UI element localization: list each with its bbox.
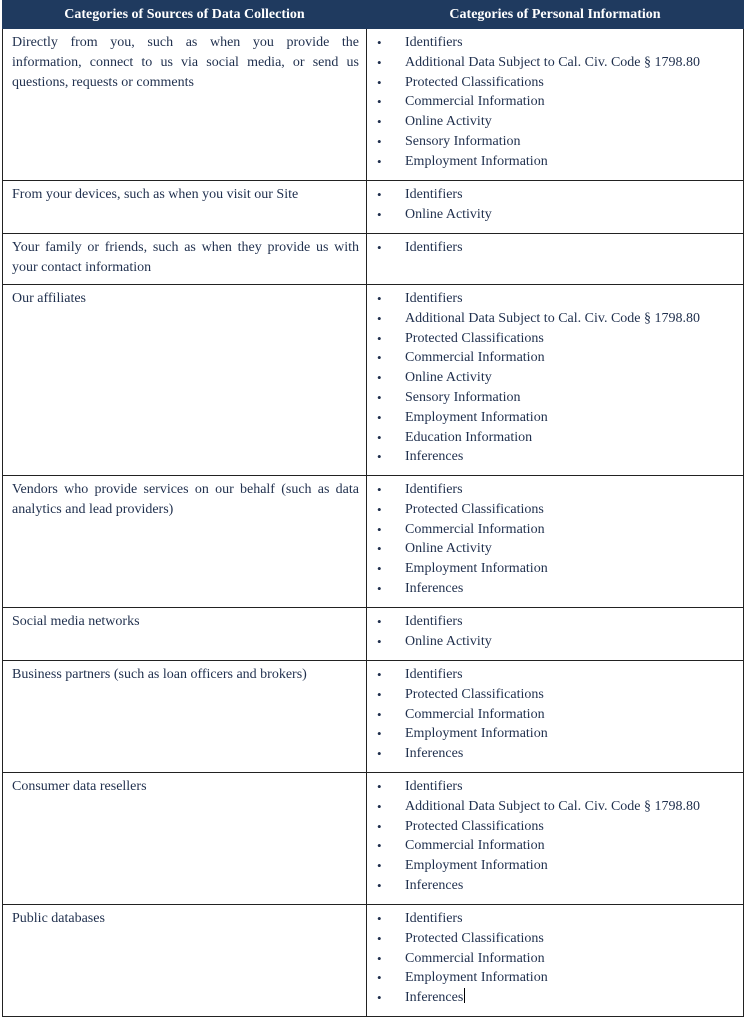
categories-cell	[367, 661, 744, 773]
category-item	[367, 559, 739, 579]
category-label: Inferences	[405, 877, 464, 893]
category-item	[367, 329, 739, 349]
category-item	[367, 500, 739, 520]
category-label: Identifiers	[405, 240, 463, 255]
category-list	[367, 665, 739, 764]
category-item	[367, 348, 739, 368]
category-item	[367, 632, 739, 652]
category-item	[367, 388, 739, 408]
source-cell: Your family or friends, such as when they provide us with your contact information	[3, 234, 367, 285]
category-item	[367, 368, 739, 388]
category-item	[367, 539, 739, 559]
categories-cell	[367, 234, 744, 285]
category-label: Employment Information	[405, 858, 548, 874]
table-row	[3, 608, 744, 661]
category-label: Commercial Information	[405, 350, 545, 366]
category-label: Identifiers	[405, 911, 463, 926]
category-list	[367, 238, 739, 258]
category-item	[367, 53, 739, 73]
category-label: Employment Information	[405, 726, 548, 742]
category-label: Commercial Information	[405, 838, 545, 854]
category-item	[367, 205, 739, 225]
table-row	[3, 661, 744, 773]
category-label: Commercial Information	[405, 521, 545, 537]
category-label: Protected Classifications	[405, 501, 544, 517]
category-item	[367, 112, 739, 132]
table-row	[3, 285, 744, 476]
category-item	[367, 856, 739, 876]
category-list	[367, 909, 739, 1008]
category-item	[367, 968, 739, 988]
category-item	[367, 480, 739, 500]
category-item	[367, 909, 739, 929]
categories-cell	[367, 773, 744, 905]
category-label: Inferences	[405, 746, 464, 762]
category-item	[367, 73, 739, 93]
category-list	[367, 33, 739, 172]
category-item	[367, 797, 739, 817]
category-item	[367, 836, 739, 856]
category-label: Protected Classifications	[405, 930, 544, 946]
data-sources-table	[2, 0, 744, 1017]
category-item	[367, 744, 739, 764]
categories-cell	[367, 608, 744, 661]
source-cell: Business partners (such as loan officers and brokers)	[3, 661, 367, 773]
category-item	[367, 705, 739, 725]
category-list	[367, 185, 739, 225]
category-item	[367, 428, 739, 448]
category-label: Identifiers	[405, 482, 463, 497]
category-item	[367, 777, 739, 797]
category-label: Inferences	[405, 449, 464, 465]
category-item	[367, 988, 739, 1008]
category-item	[367, 309, 739, 329]
category-label: Identifiers	[405, 291, 463, 306]
category-label: Education Information	[405, 429, 533, 445]
category-label: Online Activity	[405, 114, 492, 130]
category-label: Additional Data Subject to Cal. Civ. Code § 1798.80	[405, 798, 701, 814]
categories-cell	[367, 29, 744, 181]
category-label: Protected Classifications	[405, 330, 544, 346]
header-sources: Categories of Sources of Data Collection	[3, 1, 367, 29]
category-label: Employment Information	[405, 153, 548, 169]
source-cell: Vendors who provide services on our behalf (such as data analytics and lead providers)	[3, 476, 367, 608]
category-label: Identifiers	[405, 779, 463, 794]
category-label: Online Activity	[405, 633, 492, 649]
category-label: Protected Classifications	[405, 74, 544, 90]
category-label: Sensory Information	[405, 133, 521, 149]
category-label: Identifiers	[405, 187, 463, 202]
category-list	[367, 289, 739, 467]
categories-cell	[367, 476, 744, 608]
category-label: Online Activity	[405, 541, 492, 557]
category-label: Online Activity	[405, 370, 492, 386]
category-item	[367, 185, 739, 205]
table-row	[3, 773, 744, 905]
category-label: Employment Information	[405, 409, 548, 425]
category-item	[367, 724, 739, 744]
category-list	[367, 612, 739, 652]
category-label: Online Activity	[405, 206, 492, 222]
category-label: Employment Information	[405, 561, 548, 577]
category-label: Additional Data Subject to Cal. Civ. Code § 1798.80	[405, 54, 701, 70]
source-cell: Directly from you, such as when you provide the information, connect to us via social media, or send us questions, requests or comments	[3, 29, 367, 181]
table-body	[3, 29, 744, 1017]
categories-cell	[367, 181, 744, 234]
category-item	[367, 929, 739, 949]
category-label: Identifiers	[405, 614, 463, 629]
category-item	[367, 665, 739, 685]
categories-cell	[367, 905, 744, 1017]
category-item	[367, 152, 739, 172]
source-cell: Public databases	[3, 905, 367, 1017]
category-label: Inferences	[405, 580, 464, 596]
table-row	[3, 234, 744, 285]
source-cell: Consumer data resellers	[3, 773, 367, 905]
category-item	[367, 817, 739, 837]
category-item	[367, 612, 739, 632]
text-cursor	[464, 988, 465, 1003]
table-row	[3, 29, 744, 181]
categories-cell	[367, 285, 744, 476]
category-item	[367, 408, 739, 428]
category-label: Commercial Information	[405, 706, 545, 722]
category-item	[367, 238, 739, 258]
category-item	[367, 685, 739, 705]
category-list	[367, 777, 739, 896]
source-cell: From your devices, such as when you visit our Site	[3, 181, 367, 234]
category-label: Commercial Information	[405, 950, 545, 966]
category-item	[367, 92, 739, 112]
category-item	[367, 520, 739, 540]
category-item	[367, 579, 739, 599]
category-label: Inferences	[405, 990, 464, 1006]
category-item	[367, 447, 739, 467]
category-label: Identifiers	[405, 667, 463, 682]
category-label: Protected Classifications	[405, 686, 544, 702]
category-item	[367, 33, 739, 53]
category-list	[367, 480, 739, 599]
category-item	[367, 949, 739, 969]
category-label: Additional Data Subject to Cal. Civ. Code § 1798.80	[405, 310, 701, 326]
table-row	[3, 476, 744, 608]
category-label: Protected Classifications	[405, 818, 544, 834]
category-label: Commercial Information	[405, 94, 545, 110]
category-item	[367, 289, 739, 309]
category-label: Identifiers	[405, 35, 463, 50]
source-cell: Our affiliates	[3, 285, 367, 476]
source-cell: Social media networks	[3, 608, 367, 661]
category-label: Sensory Information	[405, 389, 521, 405]
category-label: Employment Information	[405, 970, 548, 986]
table-row	[3, 181, 744, 234]
category-item	[367, 132, 739, 152]
header-personal-information: Categories of Personal Information	[367, 1, 744, 29]
table-header-row	[3, 1, 744, 29]
table-row	[3, 905, 744, 1017]
category-item	[367, 876, 739, 896]
